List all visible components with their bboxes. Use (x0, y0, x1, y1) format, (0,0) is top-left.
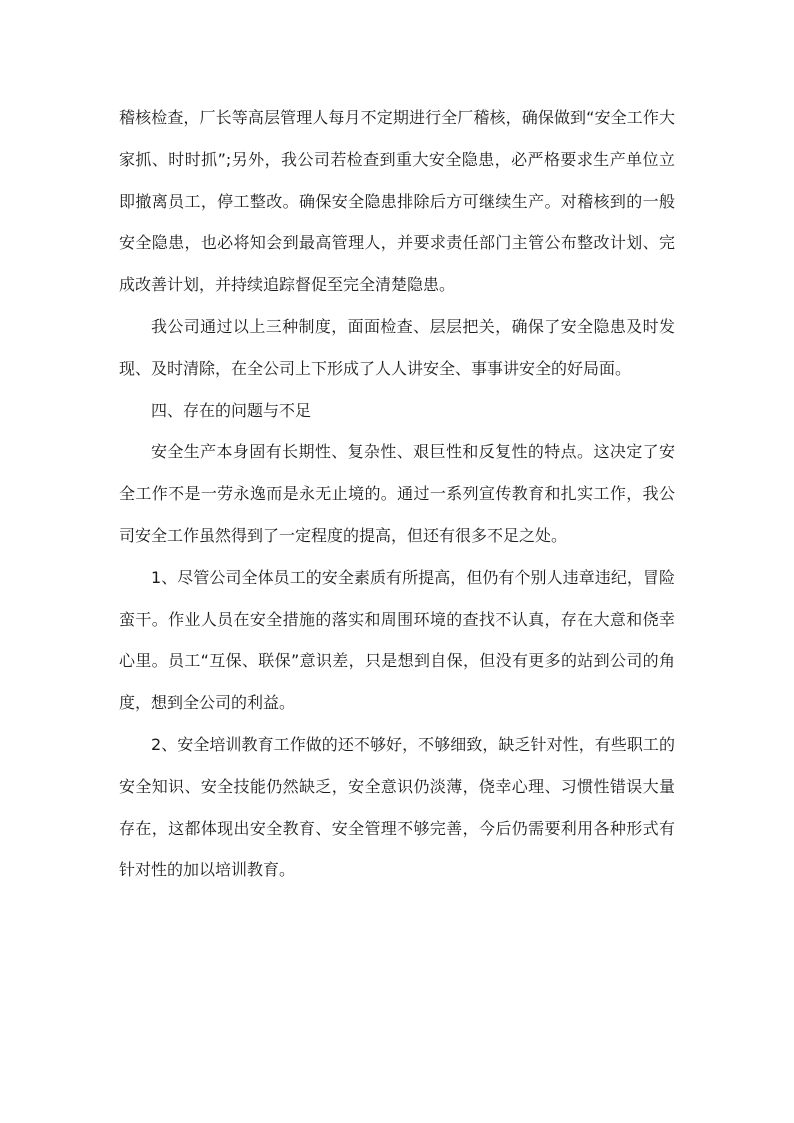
document-body (119, 97, 675, 891)
paragraph-problem-1: 1、尽管公司全体员工的安全素质有所提高，但仍有个别人违章违纪，冒险蛮干。作业人员在安全措施的落实和周围环境的查找不认真，存在大意和侥幸心里。员工“互保、联保”意识差，只是想到自保，但没有更多的站到公司的角度，想到全公司的利益。 (119, 567, 675, 713)
paragraph-safety-audit: 稽核检查，厂长等高层管理人每月不定期进行全厂稽核，确保做到“安全工作大家抓、时时抓”;另外，我公司若检查到重大安全隐患，必严格要求生产单位立即撤离员工，停工整改。确保安全隐患排除后方可继续生产。对稽核到的一般安全隐患，也必将知会到最高管理人，并要求责任部门主管公布整改计划、完成改善计划，并持续追踪督促至完全清楚隐患。 (119, 108, 675, 295)
paragraph-problems-intro: 安全生产本身固有长期性、复杂性、艰巨性和反复性的特点。这决定了安全工作不是一劳永逸而是永无止境的。通过一系列宣传教育和扎实工作，我公司安全工作虽然得到了一定程度的提高，但还有很多不足之处。 (119, 442, 675, 545)
section-heading-problems: 四、存在的问题与不足 (151, 400, 312, 420)
paragraph-problem-2: 2、安全培训教育工作做的还不够好，不够细致，缺乏针对性，有些职工的安全知识、安全技能仍然缺乏，安全意识仍淡薄，侥幸心理、习惯性错误大量存在，这都体现出安全教育、安全管理不够完善，今后仍需要利用各种形式有针对性的加以培训教育。 (119, 734, 675, 880)
paragraph-three-systems-summary: 我公司通过以上三种制度，面面检查、层层把关，确保了安全隐患及时发现、及时清除，在全公司上下形成了人人讲安全、事事讲安全的好局面。 (119, 316, 675, 378)
